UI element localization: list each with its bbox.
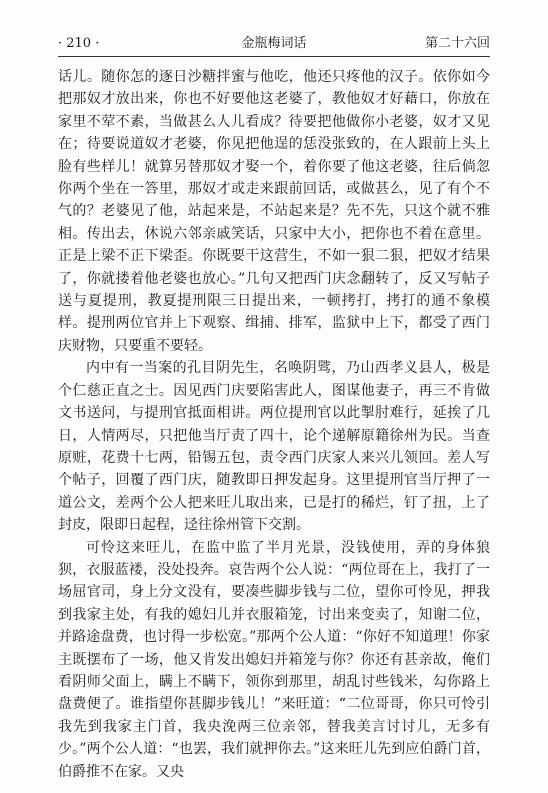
paragraph-3: 可怜这来旺儿，在监中监了半月光景，没钱使用，弄的身体狼狈，衣服蓝褛，没处投奔。哀告两个公人说：“两位哥在上，我打了一场屈官司，身上分文没有，要凑些脚步钱与二位，望你可怜见，押我到我家主处，有我的媳妇儿并衣服箱笼，讨出来变卖了，知谢二位，并路途盘费，也讨得一步松宽。”那两个公人道：“你好不知道理！你家主既摆布了一场，他又肯发出媳妇并箱笼与你？你还有甚亲故，俺们看阴师父面上，瞒上不瞒下，领你到那里，胡乱讨些钱米，勾你路上盘费便了。谁指望你甚脚步钱儿！”来旺道：“二位哥哥，你只可怜引我先到我家主门首，我央浼两三位亲邻，替我美言讨讨儿，无多有少。”两个公人道：“也罢，我们就押你去。”这来旺儿先到应伯爵门首，伯爵推不在家。又央 [58,539,490,780]
chapter-title: 第二十六回 [424,36,490,51]
paragraph-2: 内中有一当案的孔目阴先生，名唤阴骘，乃山西孝义县人，极是个仁慈正直之士。因见西门庆要陷害此人，图谋他妻子，再三不肯做文书送问，与提刑官抵面相讲。两位提刑官以此掣肘难行，延挨了几日，人情两尽，只把他当厅责了四十，论个递解原籍徐州为民。当查原赃，花费十七两，铅锡五包，责令西门庆家人来兴儿领回。差人写个帖子，回覆了西门庆，随教即日押发起身。这里提刑官当厅押了一道公文，差两个公人把来旺儿取出来，已是打的稀烂，钉了扭，上了封皮，限即日起程，迳往徐州管下交割。 [58,360,490,534]
book-title: 金瓶梅词话 [241,36,307,51]
page-header [58,34,490,57]
paragraph-1: 话儿。随你怎的逐日沙糖拌蜜与他吃，他还只疼他的汉子。依你如今把那奴才放出来，你也不好要他这老婆了，教他奴才好藉口，你放在家里不荤不素，当做甚么人儿看成？待要把他做你小老婆，奴才又见在；待要说道奴才老婆，你见把他逞的恁没张致的，在人跟前上头上脸有些样儿！就算另替那奴才娶一个，着你要了他这老婆，往后倘忽你两个坐在一答里，那奴才或走来跟前回话，或做甚么，见了有个不气的？老婆见了他，站起来是，不站起来是？先不先，只这个就不雅相。传出去，休说六邻亲戚笑话，只家中大小，把你也不着在意里。正是上梁不正下梁歪。你既要干这营生，不如一狠二狠，把奴才结果了，你就搂着他老婆也放心。”几句又把西门庆念翻转了，反又写帖子送与夏提刑，教夏提刑限三日提出来，一顿拷打，拷打的通不象模样。提刑两位官并上下观察、缉捕、排军，监狱中上下，都受了西门庆财物，只要重不要轻。 [58,69,490,354]
page-number: · 210 · [58,36,100,51]
body-text [58,66,490,783]
